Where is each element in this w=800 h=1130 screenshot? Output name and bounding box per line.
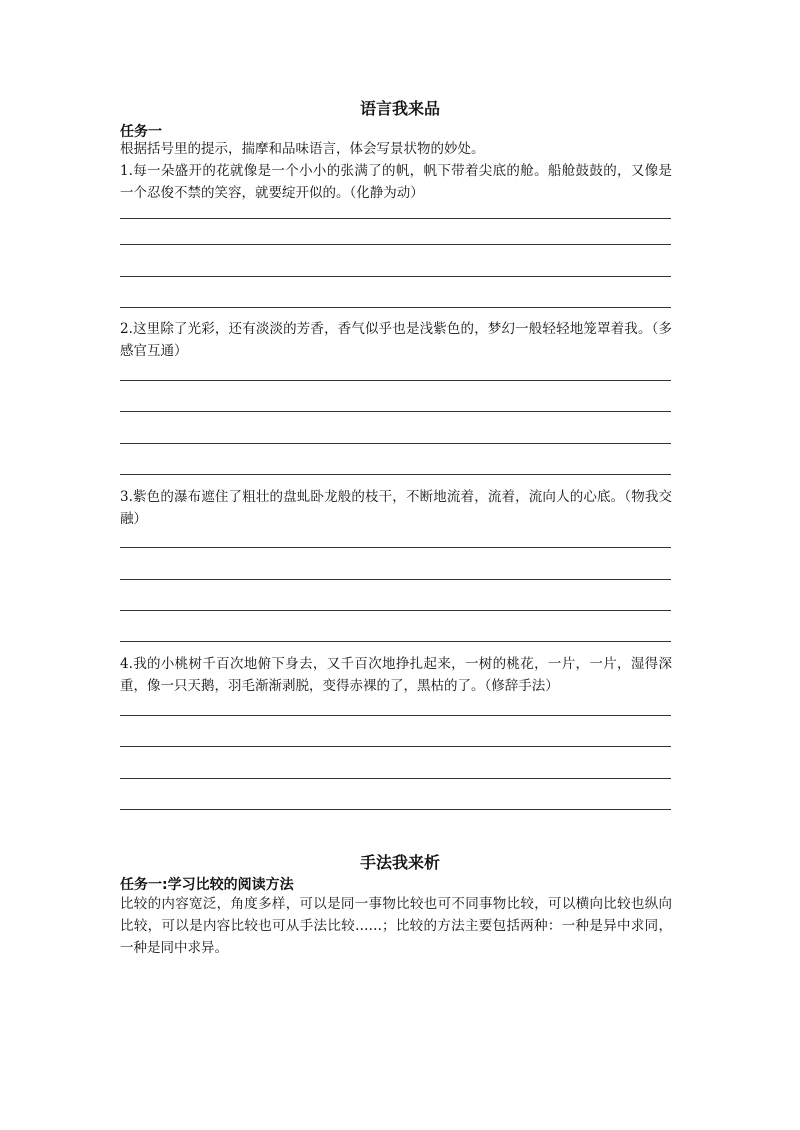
answer-line[interactable] [120, 244, 671, 245]
answer-line[interactable] [120, 778, 671, 779]
comparison-paragraph: 比较的内容宽泛，角度多样，可以是同一事物比较也可不同事物比较，可以横向比较也纵向比较，可以是内容比较也可从手法比较……；比较的方法主要包括两种：一种是异中求同，一种是同中求异。 [120, 896, 672, 956]
answer-line[interactable] [120, 218, 671, 219]
task-label: 任务一 [120, 124, 162, 140]
question-2: 2.这里除了光彩，还有淡淡的芳香，香气似乎也是浅紫色的，梦幻一般轻轻地笼罩着我。（多感官互通） [120, 321, 672, 359]
answer-line[interactable] [120, 809, 671, 810]
answer-line[interactable] [120, 411, 671, 412]
answer-line[interactable] [120, 641, 671, 642]
answer-line[interactable] [120, 547, 671, 548]
answer-line[interactable] [120, 474, 671, 475]
question-4: 4.我的小桃树千百次地俯下身去，又千百次地挣扎起来，一树的桃花，一片，一片，湿得深重，像一只天鹅，羽毛渐渐剥脱，变得赤裸的了，黑枯的了。（修辞手法） [120, 656, 672, 694]
answer-line[interactable] [120, 715, 671, 716]
answer-line[interactable] [120, 380, 671, 381]
section-title-language: 语言我来品 [359, 99, 440, 118]
answer-line[interactable] [120, 307, 671, 308]
answer-line[interactable] [120, 579, 671, 580]
question-1: 1.每一朵盛开的花就像是一个小小的张满了的帆，帆下带着尖底的舱。船舱鼓鼓的，又像是一个忍俊不禁的笑容，就要绽开似的。（化静为动） [120, 163, 672, 201]
task-label-comparison: 任务一:学习比较的阅读方法 [120, 877, 294, 893]
section-title-technique: 手法我来析 [359, 853, 440, 872]
answer-line[interactable] [120, 276, 671, 277]
answer-line[interactable] [120, 746, 671, 747]
instruction-text: 根据括号里的提示，揣摩和品味语言，体会写景状物的妙处。 [120, 141, 485, 157]
question-3: 3.紫色的瀑布遮住了粗壮的盘虬卧龙般的枝干，不断地流着，流着，流向人的心底。（物我交融） [120, 489, 672, 527]
answer-line[interactable] [120, 610, 671, 611]
answer-line[interactable] [120, 443, 671, 444]
